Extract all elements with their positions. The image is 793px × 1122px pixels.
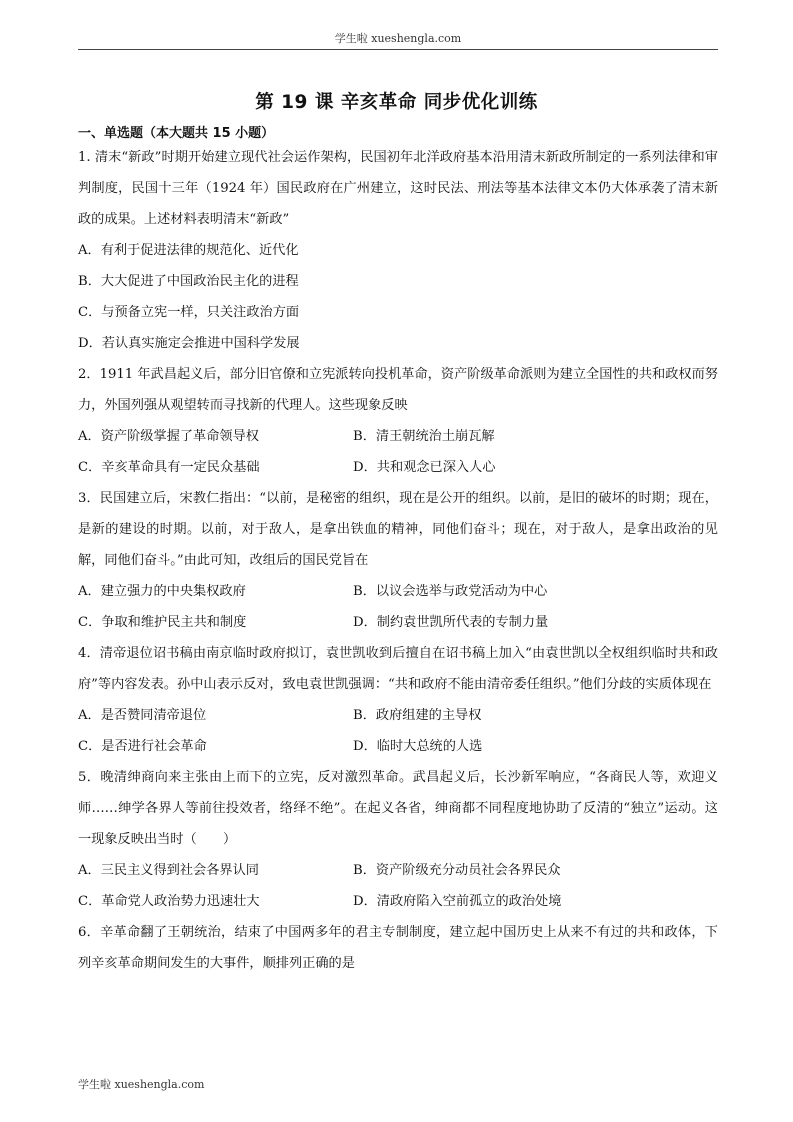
option-b: B．以议会选举与政党活动为中心	[353, 584, 548, 599]
option-a: A．资产阶级掌握了革命领导权	[78, 429, 259, 444]
question-stem: 4．清帝退位诏书稿由南京临时政府拟订，袁世凯收到后擅自在诏书稿上加入“由袁世凯以全权组织临时共和政府”等内容发表。孙中山表示反对，致电袁世凯强调：“共和政府不能由清帝委任组织。”他们分歧的实质体现在	[78, 646, 718, 692]
question-6	[78, 917, 718, 979]
question-stem: 5．晚清绅商向来主张由上而下的立宪，反对激烈革命。武昌起义后，长沙新军响应，“各商民人等，欢迎义师……绅学各界人等前往投效者，络绎不绝”。在起义各省，绅商都不同程度地协助了反清的“独立”运动。这一现象反映出当时（ ）	[78, 770, 718, 847]
option-row	[78, 421, 718, 452]
question-stem: 1. 清末“新政”时期开始建立现代社会运作架构，民国初年北洋政府基本沿用清末新政所制定的一系列法律和审判制度，民国十三年（1924 年）国民政府在广州建立，这时民法、刑法等基本法律文本仍大体承袭了清末新政的成果。上述材料表明清末“新政”	[78, 150, 718, 227]
option-c: C．辛亥革命具有一定民众基础	[78, 460, 260, 475]
option-row	[78, 731, 718, 762]
option-row	[78, 886, 718, 917]
question-4	[78, 638, 718, 762]
option-c: C．革命党人政治势力迅速壮大	[78, 894, 260, 909]
option-row	[78, 452, 718, 483]
page-footer: 学生啦 xueshengla.com	[78, 1078, 205, 1091]
option-d: D．制约袁世凯所代表的专制力量	[353, 615, 549, 630]
question-1	[78, 142, 718, 359]
option-c: C．争取和维护民主共和制度	[78, 615, 247, 630]
question-stem: 2．1911 年武昌起义后，部分旧官僚和立宪派转向投机革命，资产阶级革命派则为建立全国性的共和政权而努力，外国列强从观望转而寻找新的代理人。这些现象反映	[78, 367, 718, 413]
option-row	[78, 855, 718, 886]
option-row	[78, 607, 718, 638]
question-list	[78, 142, 718, 979]
question-stem: 6．辛革命翻了王朝统治，结束了中国两多年的君主专制制度，建立起中国历史上从来不有过的共和政体，下列辛亥革命期间发生的大事件，顺排列正确的是	[78, 925, 718, 971]
header-divider	[78, 49, 718, 50]
option-a: A．有利于促进法律的规范化、近代化	[78, 243, 299, 258]
question-3	[78, 483, 718, 638]
option-d: D．共和观念已深入人心	[353, 460, 496, 475]
section-heading: 一、单选题（本大题共 15 小题）	[78, 126, 275, 141]
option-d: D．清政府陷入空前孤立的政治处境	[353, 894, 562, 909]
option-d: D．若认真实施定会推进中国科学发展	[78, 336, 300, 351]
question-5	[78, 762, 718, 917]
option-b: B．政府组建的主导权	[353, 708, 482, 723]
option-a: A．三民主义得到社会各界认同	[78, 863, 259, 878]
page-title: 第 19 课 辛亥革命 同步优化训练	[255, 92, 538, 113]
page-header: 学生啦 xueshengla.com	[334, 32, 462, 45]
option-b: B．大大促进了中国政治民主化的进程	[78, 274, 299, 289]
question-stem: 3．民国建立后，宋教仁指出：“以前，是秘密的组织，现在是公开的组织。以前，是旧的破坏的时期；现在，是新的建设的时期。以前，对于敌人，是拿出铁血的精神，同他们奋斗；现在，对于敌人，是拿出政治的见解，同他们奋斗。”由此可知，改组后的国民党旨在	[78, 491, 718, 568]
option-row	[78, 576, 718, 607]
option-d: D．临时大总统的人选	[353, 739, 483, 754]
option-row	[78, 700, 718, 731]
option-b: B．清王朝统治土崩瓦解	[353, 429, 495, 444]
option-b: B．资产阶级充分动员社会各界民众	[353, 863, 561, 878]
option-a: A．建立强力的中央集权政府	[78, 584, 246, 599]
option-a: A．是否赞同清帝退位	[78, 708, 207, 723]
option-c: C．是否进行社会革命	[78, 739, 207, 754]
question-2	[78, 359, 718, 483]
option-c: C．与预备立宪一样，只关注政治方面	[78, 305, 300, 320]
